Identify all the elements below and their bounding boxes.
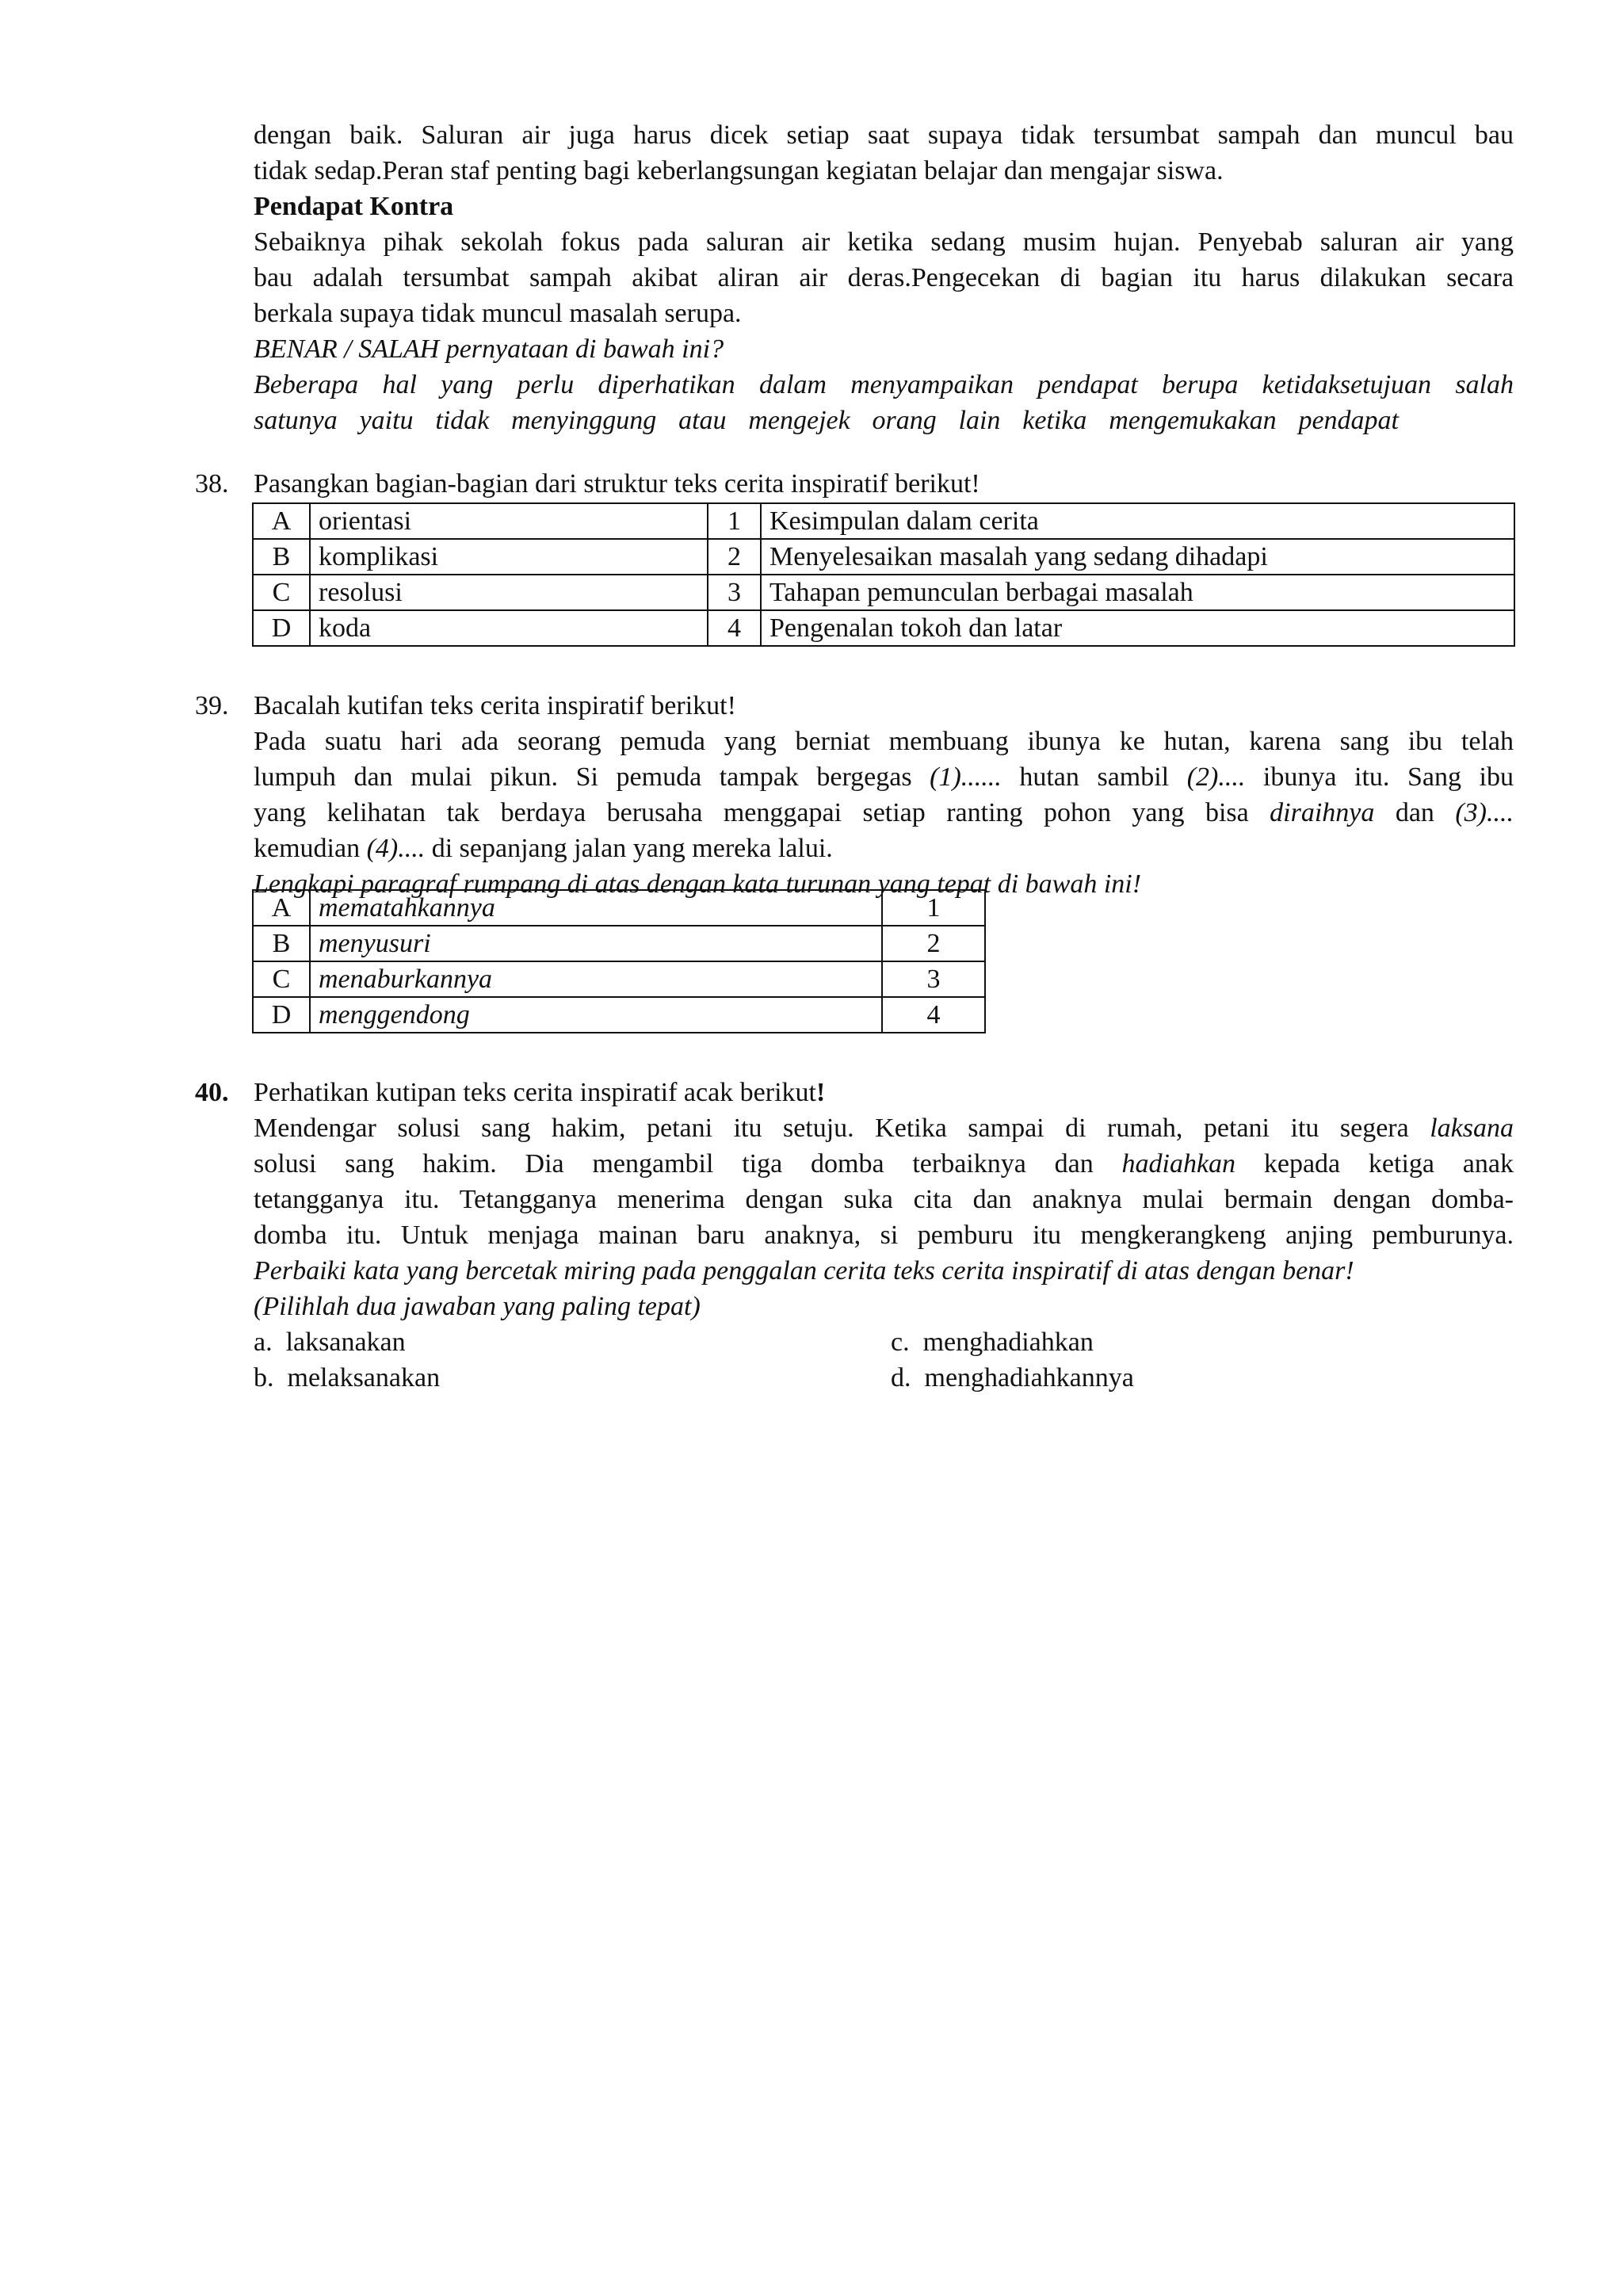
part-cell: resolusi: [310, 575, 708, 610]
passage-line: domba itu. Untuk menjaga mainan baru anaknya, si pemburu itu mengkerangkeng anjing pemburunya.: [254, 1221, 1514, 1250]
number-cell: 2: [708, 539, 761, 575]
question-prompt: Pasangkan bagian-bagian dari struktur teks cerita inspiratif berikut!: [254, 469, 980, 499]
letter-cell: A: [253, 503, 310, 539]
number-cell: 3: [882, 961, 985, 997]
passage-line: solusi sang hakim. Dia mengambil tiga domba terbaiknya dan hadiahkan kepada ketiga anak: [254, 1149, 1514, 1179]
passage-line: Pada suatu hari ada seorang pemuda yang berniat membuang ibunya ke hutan, karena sang ibu telah: [254, 727, 1514, 756]
kontra-line: berkala supaya tidak muncul masalah serupa.: [254, 299, 742, 328]
intro-line: tidak sedap.Peran staf penting bagi keberlangsungan kegiatan belajar dan mengajar siswa.: [254, 156, 1224, 185]
question-prompt: Perhatikan kutipan teks cerita inspiratif acak berikut!: [254, 1078, 826, 1107]
kontra-line: bau adalah tersumbat sampah akibat aliran air deras.Pengecekan di bagian itu harus dilakukan secara: [254, 263, 1514, 292]
table-row: [253, 503, 1514, 539]
choice-d[interactable]: d. menghadiahkannya: [891, 1363, 1134, 1392]
description-cell: Menyelesaikan masalah yang sedang dihadapi: [761, 539, 1514, 575]
table-row: [253, 575, 1514, 610]
question-40-text: [254, 1075, 1514, 1324]
passage-line: tetangganya itu. Tetangganya menerima dengan suka cita dan anaknya mulai bermain dengan domba-: [254, 1185, 1514, 1214]
table-row: [253, 926, 985, 961]
question-instruction: (Pilihlah dua jawaban yang paling tepat): [254, 1292, 701, 1321]
question-number: 38.: [195, 469, 229, 499]
letter-cell: B: [253, 926, 310, 961]
number-cell: 2: [882, 926, 985, 961]
table-row: [253, 961, 985, 997]
letter-cell: C: [253, 961, 310, 997]
table-row: [253, 890, 985, 926]
description-cell: Kesimpulan dalam cerita: [761, 503, 1514, 539]
intro-section: [254, 117, 1514, 438]
passage-line: yang kelihatan tak berdaya berusaha menggapai setiap ranting pohon yang bisa diraihnya dan (3)....: [254, 798, 1514, 827]
question-number: 40.: [195, 1078, 229, 1107]
question-39-text: [254, 688, 1514, 902]
question-instruction: Lengkapi paragraf rumpang di atas dengan kata turunan yang tepat di bawah ini!: [254, 869, 1142, 899]
letter-cell: B: [253, 539, 310, 575]
part-cell: orientasi: [310, 503, 708, 539]
passage-line: Mendengar solusi sang hakim, petani itu setuju. Ketika sampai di rumah, petani itu segera laksana: [254, 1114, 1514, 1143]
question-number: 39.: [195, 691, 229, 720]
question-38-prompt: [254, 466, 1514, 502]
kontra-line: Sebaiknya pihak sekolah fokus pada saluran air ketika sedang musim hujan. Penyebab saluran air yang: [254, 227, 1514, 257]
description-cell: Pengenalan tokoh dan latar: [761, 610, 1514, 646]
choice-b[interactable]: b. melaksanakan: [254, 1363, 441, 1392]
passage-line: kemudian (4).... di sepanjang jalan yang mereka lalui.: [254, 834, 833, 863]
table-row: [253, 997, 985, 1033]
letter-cell: D: [253, 997, 310, 1033]
number-cell: 3: [708, 575, 761, 610]
description-cell: Tahapan pemunculan berbagai masalah: [761, 575, 1514, 610]
q39-word-table: [252, 889, 986, 1033]
letter-cell: D: [253, 610, 310, 646]
answer-choices: [254, 1324, 1205, 1396]
choice-a[interactable]: a. laksanakan: [254, 1328, 406, 1357]
number-cell: 4: [708, 610, 761, 646]
number-cell: 1: [882, 890, 985, 926]
part-cell: koda: [310, 610, 708, 646]
intro-line: dengan baik. Saluran air juga harus dicek setiap saat supaya tidak tersumbat sampah dan muncul bau: [254, 120, 1514, 150]
word-cell: mematahkannya: [310, 890, 882, 926]
question-prompt: Bacalah kutifan teks cerita inspiratif berikut!: [254, 691, 736, 720]
word-cell: menaburkannya: [310, 961, 882, 997]
table-row: [253, 610, 1514, 646]
table-row: [253, 539, 1514, 575]
statement-line: satunya yaitu tidak menyinggung atau mengejek orang lain ketika mengemukakan pendapat: [254, 406, 1399, 435]
passage-line: lumpuh dan mulai pikun. Si pemuda tampak bergegas (1)...... hutan sambil (2).... ibunya itu. Sang ibu: [254, 762, 1514, 792]
number-cell: 4: [882, 997, 985, 1033]
word-cell: menyusuri: [310, 926, 882, 961]
part-cell: komplikasi: [310, 539, 708, 575]
q38-matching-table: [252, 502, 1515, 647]
question-instruction: Perbaiki kata yang bercetak miring pada penggalan cerita teks cerita inspiratif di atas dengan benar!: [254, 1256, 1354, 1286]
true-false-instruction: BENAR / SALAH pernyataan di bawah ini?: [254, 334, 724, 364]
number-cell: 1: [708, 503, 761, 539]
letter-cell: C: [253, 575, 310, 610]
choice-c[interactable]: c. menghadiahkan: [891, 1328, 1094, 1357]
statement-line: Beberapa hal yang perlu diperhatikan dalam menyampaikan pendapat berupa ketidaksetujuan salah: [254, 370, 1514, 399]
word-cell: menggendong: [310, 997, 882, 1033]
kontra-heading: Pendapat Kontra: [254, 192, 454, 221]
letter-cell: A: [253, 890, 310, 926]
